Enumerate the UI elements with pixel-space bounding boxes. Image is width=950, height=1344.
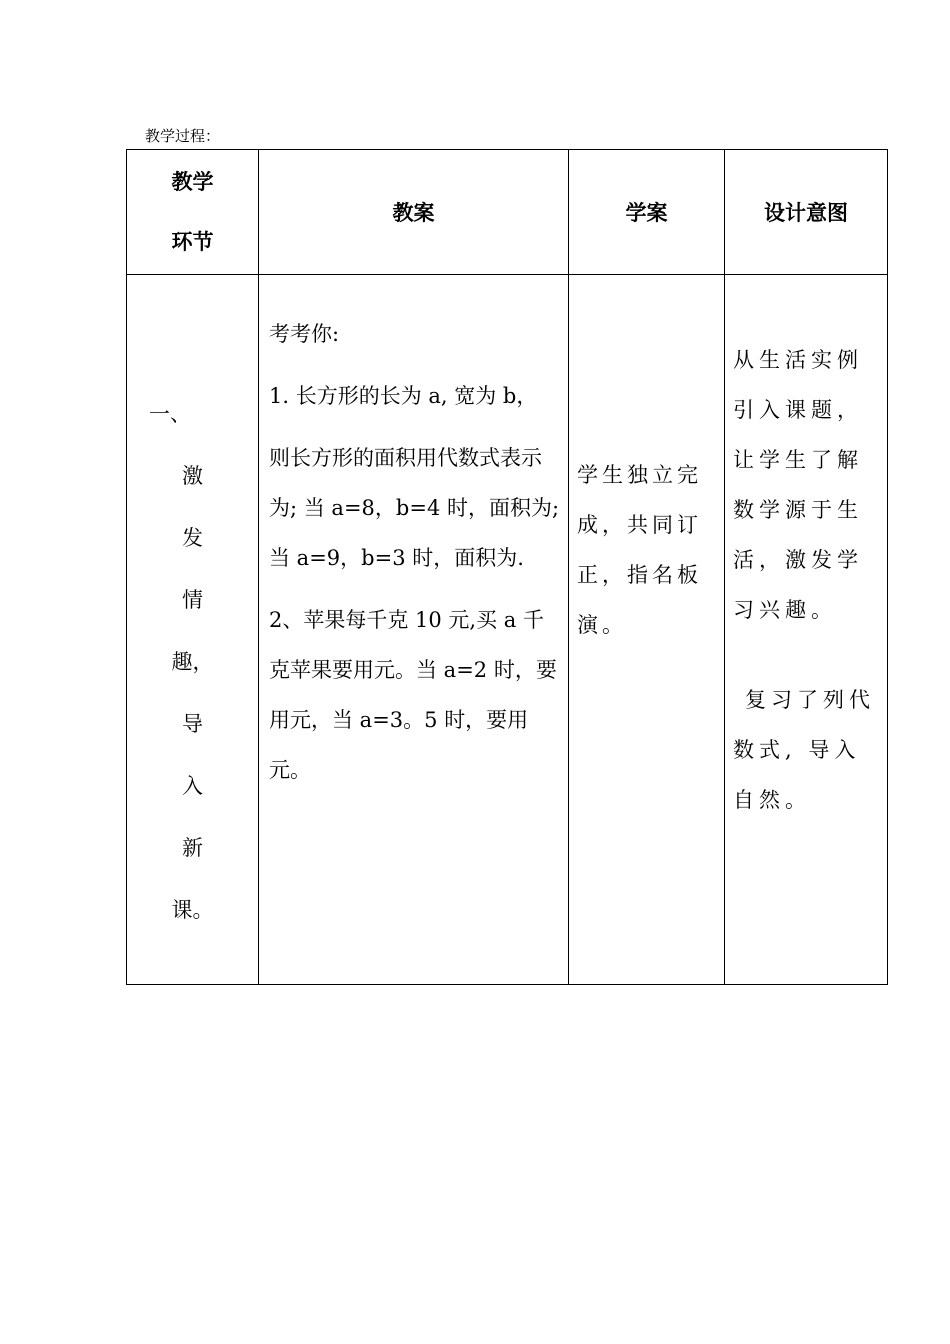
plan-intro: 考考你: xyxy=(269,322,340,346)
table-header-row xyxy=(127,150,888,275)
stage-char: 情 xyxy=(182,588,203,612)
header-plan: 教案 xyxy=(259,150,569,275)
plan-question-2: 2、苹果每千克 10 元,买 a 千克苹果要用元。当 a=2 时，要用元，当 a=3。5 时，要用元。 xyxy=(269,608,557,782)
plan-cell xyxy=(259,275,569,985)
stage-char: 新 xyxy=(182,836,203,860)
intent-text-1: 从生活实例引入课题，让学生了解数学源于生活，激发学习兴趣。 xyxy=(733,348,863,622)
plan-question-1b: 则长方形的面积用代数式表示为; 当 a=8，b=4 时，面积为; 当 a=9，b=3 时，面积为. xyxy=(269,446,560,570)
header-intent: 设计意图 xyxy=(725,150,888,275)
stage-cell xyxy=(127,275,259,985)
intent-cell xyxy=(725,275,888,985)
intent-text-2: 复习了列代数式, 导入自然。 xyxy=(733,688,875,812)
table-row xyxy=(127,275,888,985)
stage-char: 入 xyxy=(182,774,203,798)
section-caption: 教学过程： xyxy=(145,127,221,145)
study-cell xyxy=(569,275,725,985)
lesson-table xyxy=(126,149,888,985)
header-stage-line2: 环节 xyxy=(171,229,214,254)
stage-char: 一、 xyxy=(149,402,191,426)
header-stage-line1: 教学 xyxy=(171,169,214,194)
stage-char: 导 xyxy=(182,712,203,736)
header-stage xyxy=(127,150,259,275)
study-text: 学生独立完成，共同订正，指名板演。 xyxy=(577,463,702,637)
header-study: 学案 xyxy=(569,150,725,275)
stage-char: 发 xyxy=(182,526,203,550)
plan-question-1a: 1. 长方形的长为 a, 宽为 b， xyxy=(269,384,538,408)
stage-char: 激 xyxy=(182,464,203,488)
stage-char: 课。 xyxy=(171,898,214,922)
stage-char: 趣， xyxy=(171,650,214,674)
